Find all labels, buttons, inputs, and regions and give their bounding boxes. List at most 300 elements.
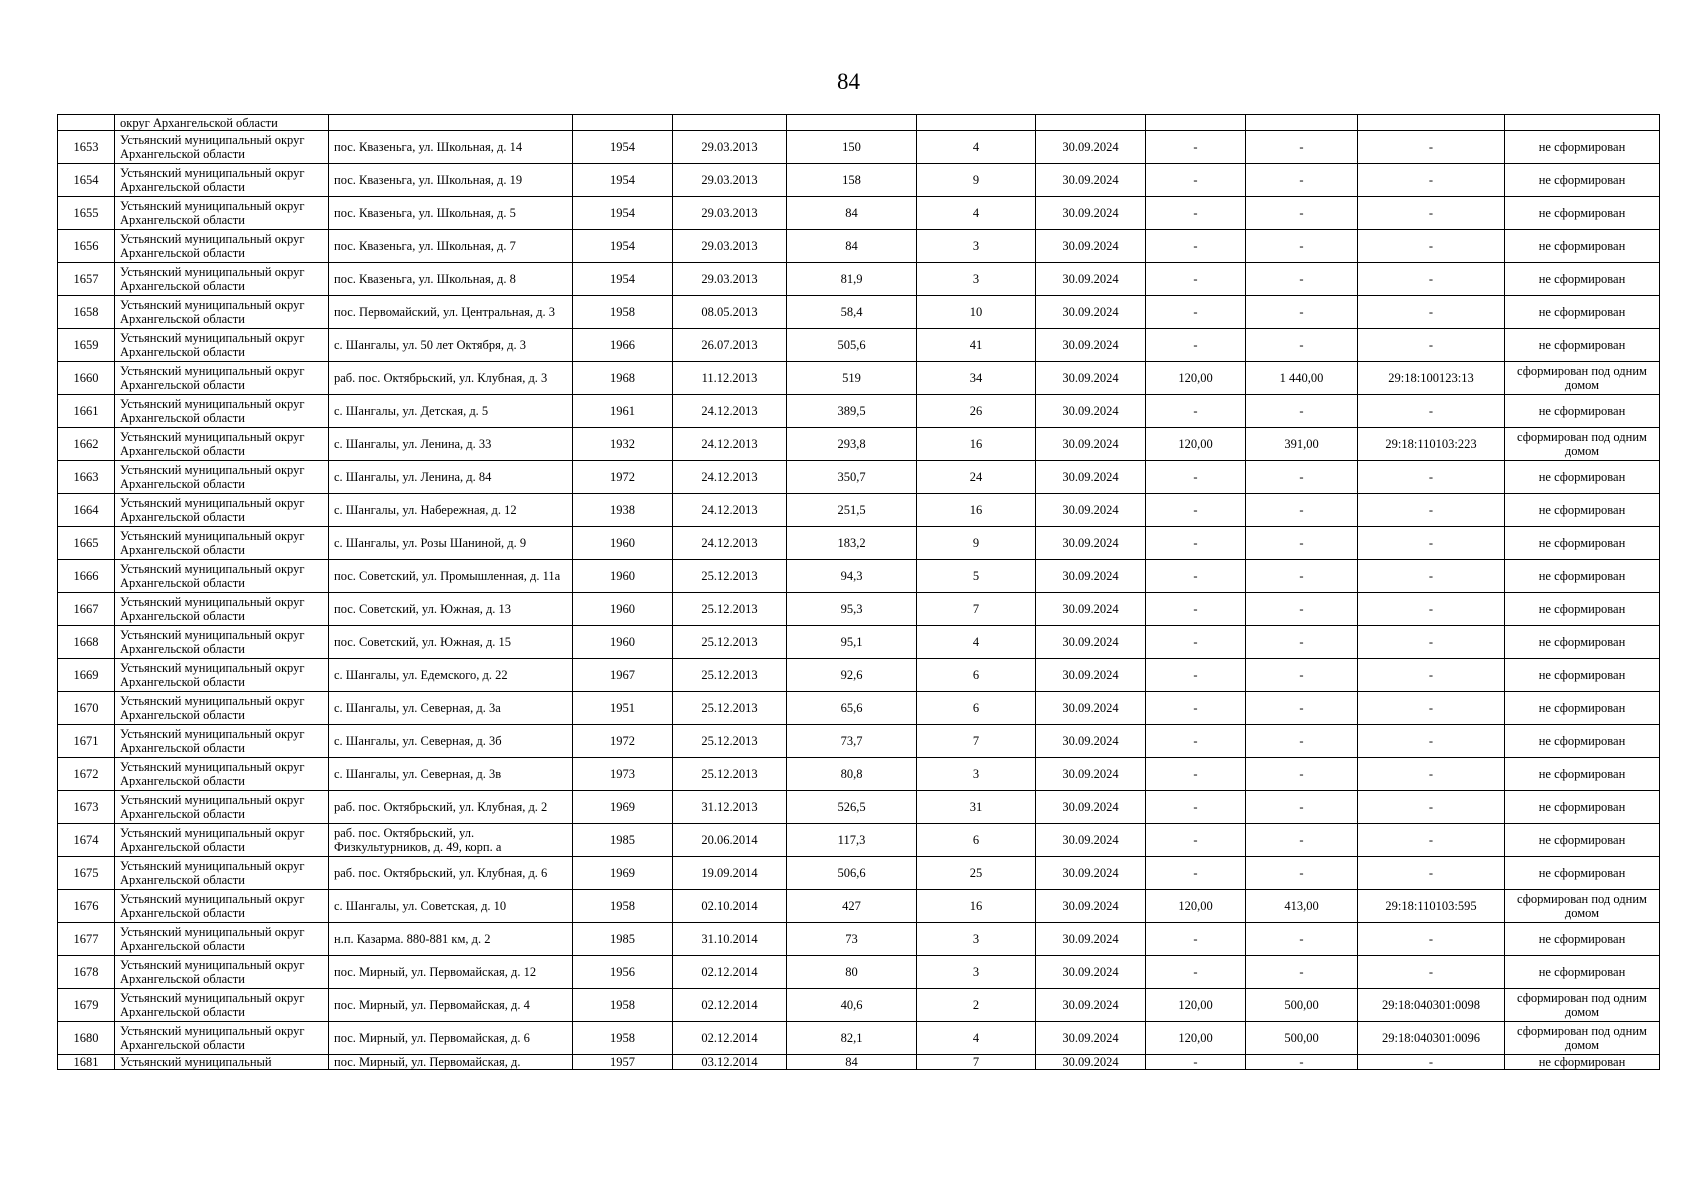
cell-area: 505,6: [787, 329, 917, 362]
cell-land-area: -: [1146, 923, 1246, 956]
cell-municipality: округ Архангельской области: [115, 115, 329, 131]
cell-municipality: Устьянский муниципальный округ Архангельской области: [115, 692, 329, 725]
cell-cadastral: -: [1358, 758, 1505, 791]
cell-status: не сформирован: [1505, 329, 1660, 362]
cell-deadline: 30.09.2024: [1036, 197, 1146, 230]
cell-date: 25.12.2013: [673, 758, 787, 791]
cell-status: [1505, 115, 1660, 131]
cell-area: 158: [787, 164, 917, 197]
cell-area: 84: [787, 197, 917, 230]
cell-date: [673, 115, 787, 131]
cell-municipality: Устьянский муниципальный округ Архангельской области: [115, 494, 329, 527]
cell-land-area: -: [1146, 824, 1246, 857]
cell-address: раб. пос. Октябрьский, ул. Клубная, д. 6: [329, 857, 573, 890]
table-row: [58, 593, 1660, 626]
cell-number: 1666: [58, 560, 115, 593]
cell-land-area: -: [1146, 494, 1246, 527]
cell-year: 1954: [573, 263, 673, 296]
cell-municipality: Устьянский муниципальный: [115, 1055, 329, 1070]
cell-status: не сформирован: [1505, 494, 1660, 527]
cell-year: 1985: [573, 824, 673, 857]
cell-residents: 9: [917, 164, 1036, 197]
cell-deadline: 30.09.2024: [1036, 131, 1146, 164]
cell-address: с. Шангалы, ул. 50 лет Октября, д. 3: [329, 329, 573, 362]
cell-residents: 6: [917, 659, 1036, 692]
cell-deadline: 30.09.2024: [1036, 593, 1146, 626]
cell-date: 11.12.2013: [673, 362, 787, 395]
table-row: [58, 329, 1660, 362]
cell-deadline: 30.09.2024: [1036, 923, 1146, 956]
cell-year: 1957: [573, 1055, 673, 1070]
cell-status: не сформирован: [1505, 131, 1660, 164]
cell-number: 1669: [58, 659, 115, 692]
cell-number: 1678: [58, 956, 115, 989]
cell-date: 02.12.2014: [673, 989, 787, 1022]
cell-land-cost: 500,00: [1246, 989, 1358, 1022]
cell-cadastral: -: [1358, 230, 1505, 263]
cell-number: 1653: [58, 131, 115, 164]
cell-status: не сформирован: [1505, 692, 1660, 725]
cell-residents: 31: [917, 791, 1036, 824]
cell-area: 81,9: [787, 263, 917, 296]
cell-land-cost: -: [1246, 461, 1358, 494]
cell-year: 1961: [573, 395, 673, 428]
cell-number: 1662: [58, 428, 115, 461]
cell-cadastral: -: [1358, 329, 1505, 362]
cell-area: 150: [787, 131, 917, 164]
cell-date: 24.12.2013: [673, 461, 787, 494]
table-body: [58, 115, 1660, 1070]
cell-land-area: -: [1146, 164, 1246, 197]
cell-status: не сформирован: [1505, 296, 1660, 329]
cell-cadastral: -: [1358, 659, 1505, 692]
cell-number: 1672: [58, 758, 115, 791]
cell-cadastral: -: [1358, 824, 1505, 857]
table-row: [58, 131, 1660, 164]
cell-number: 1670: [58, 692, 115, 725]
cell-deadline: 30.09.2024: [1036, 890, 1146, 923]
cell-cadastral: -: [1358, 164, 1505, 197]
cell-number: 1674: [58, 824, 115, 857]
cell-land-cost: -: [1246, 395, 1358, 428]
cell-year: 1958: [573, 890, 673, 923]
cell-status: не сформирован: [1505, 1055, 1660, 1070]
cell-date: 29.03.2013: [673, 164, 787, 197]
cell-number: 1675: [58, 857, 115, 890]
table-row: [58, 956, 1660, 989]
cell-status: не сформирован: [1505, 560, 1660, 593]
table-row: [58, 527, 1660, 560]
cell-status: не сформирован: [1505, 197, 1660, 230]
cell-residents: 3: [917, 263, 1036, 296]
cell-address: пос. Квазеньга, ул. Школьная, д. 14: [329, 131, 573, 164]
cell-address: с. Шангалы, ул. Советская, д. 10: [329, 890, 573, 923]
cell-address: пос. Советский, ул. Промышленная, д. 11а: [329, 560, 573, 593]
cell-area: 251,5: [787, 494, 917, 527]
cell-date: 24.12.2013: [673, 395, 787, 428]
cell-year: 1958: [573, 296, 673, 329]
cell-date: 03.12.2014: [673, 1055, 787, 1070]
cell-area: 95,3: [787, 593, 917, 626]
cell-number: [58, 115, 115, 131]
cell-municipality: Устьянский муниципальный округ Архангельской области: [115, 131, 329, 164]
cell-residents: 34: [917, 362, 1036, 395]
cell-land-cost: -: [1246, 923, 1358, 956]
cell-year: [573, 115, 673, 131]
cell-land-area: -: [1146, 725, 1246, 758]
table-row: [58, 758, 1660, 791]
table-row: [58, 791, 1660, 824]
cell-municipality: Устьянский муниципальный округ Архангельской области: [115, 329, 329, 362]
cell-municipality: Устьянский муниципальный округ Архангельской области: [115, 560, 329, 593]
table-row: [58, 197, 1660, 230]
cell-date: 29.03.2013: [673, 263, 787, 296]
cell-number: 1680: [58, 1022, 115, 1055]
cell-number: 1681: [58, 1055, 115, 1070]
cell-area: 92,6: [787, 659, 917, 692]
cell-cadastral: -: [1358, 1055, 1505, 1070]
cell-land-cost: 391,00: [1246, 428, 1358, 461]
cell-year: 1968: [573, 362, 673, 395]
cell-address: с. Шангалы, ул. Набережная, д. 12: [329, 494, 573, 527]
cell-date: 25.12.2013: [673, 725, 787, 758]
cell-date: 25.12.2013: [673, 593, 787, 626]
cell-land-area: -: [1146, 857, 1246, 890]
cell-residents: 3: [917, 230, 1036, 263]
cell-cadastral: -: [1358, 263, 1505, 296]
table-row: [58, 1022, 1660, 1055]
cell-number: 1660: [58, 362, 115, 395]
cell-deadline: 30.09.2024: [1036, 692, 1146, 725]
cell-address: пос. Советский, ул. Южная, д. 13: [329, 593, 573, 626]
cell-year: 1985: [573, 923, 673, 956]
cell-date: 02.12.2014: [673, 956, 787, 989]
cell-municipality: Устьянский муниципальный округ Архангельской области: [115, 461, 329, 494]
cell-municipality: Устьянский муниципальный округ Архангельской области: [115, 989, 329, 1022]
cell-address: с. Шангалы, ул. Ленина, д. 33: [329, 428, 573, 461]
cell-land-area: 120,00: [1146, 1022, 1246, 1055]
cell-land-cost: -: [1246, 131, 1358, 164]
cell-address: пос. Мирный, ул. Первомайская, д. 6: [329, 1022, 573, 1055]
cell-status: не сформирован: [1505, 164, 1660, 197]
cell-land-area: -: [1146, 956, 1246, 989]
cell-cadastral: -: [1358, 626, 1505, 659]
cell-municipality: Устьянский муниципальный округ Архангельской области: [115, 956, 329, 989]
cell-land-cost: -: [1246, 197, 1358, 230]
cell-status: не сформирован: [1505, 725, 1660, 758]
table-row: [58, 263, 1660, 296]
cell-land-cost: -: [1246, 329, 1358, 362]
cell-date: 25.12.2013: [673, 560, 787, 593]
cell-year: 1956: [573, 956, 673, 989]
cell-land-cost: [1246, 115, 1358, 131]
cell-number: 1655: [58, 197, 115, 230]
cell-municipality: Устьянский муниципальный округ Архангельской области: [115, 197, 329, 230]
cell-number: 1656: [58, 230, 115, 263]
cell-address: с. Шангалы, ул. Розы Шаниной, д. 9: [329, 527, 573, 560]
cell-residents: 41: [917, 329, 1036, 362]
cell-address: раб. пос. Октябрьский, ул. Клубная, д. 2: [329, 791, 573, 824]
cell-area: 84: [787, 1055, 917, 1070]
cell-land-area: [1146, 115, 1246, 131]
cell-area: 350,7: [787, 461, 917, 494]
cell-land-area: -: [1146, 131, 1246, 164]
cell-municipality: Устьянский муниципальный округ Архангельской области: [115, 593, 329, 626]
cell-land-area: -: [1146, 329, 1246, 362]
cell-municipality: Устьянский муниципальный округ Архангельской области: [115, 527, 329, 560]
table-row-cut: [58, 1055, 1660, 1070]
cell-date: 29.03.2013: [673, 131, 787, 164]
cell-date: 29.03.2013: [673, 230, 787, 263]
cell-land-area: 120,00: [1146, 890, 1246, 923]
table-row: [58, 659, 1660, 692]
cell-address: [329, 115, 573, 131]
cell-municipality: Устьянский муниципальный округ Архангельской области: [115, 428, 329, 461]
cell-area: 73,7: [787, 725, 917, 758]
cell-area: 427: [787, 890, 917, 923]
cell-cadastral: -: [1358, 197, 1505, 230]
table-row: [58, 494, 1660, 527]
cell-number: 1673: [58, 791, 115, 824]
cell-date: 24.12.2013: [673, 428, 787, 461]
cell-address: с. Шангалы, ул. Северная, д. 3в: [329, 758, 573, 791]
cell-area: 389,5: [787, 395, 917, 428]
cell-number: 1661: [58, 395, 115, 428]
cell-date: 29.03.2013: [673, 197, 787, 230]
cell-municipality: Устьянский муниципальный округ Архангельской области: [115, 923, 329, 956]
cell-residents: 24: [917, 461, 1036, 494]
cell-land-cost: -: [1246, 857, 1358, 890]
cell-number: 1667: [58, 593, 115, 626]
cell-cadastral: -: [1358, 560, 1505, 593]
cell-area: 80: [787, 956, 917, 989]
cell-cadastral: -: [1358, 296, 1505, 329]
cell-municipality: Устьянский муниципальный округ Архангельской области: [115, 164, 329, 197]
cell-address: с. Шангалы, ул. Едемского, д. 22: [329, 659, 573, 692]
cell-residents: 7: [917, 725, 1036, 758]
cell-residents: 10: [917, 296, 1036, 329]
cell-deadline: 30.09.2024: [1036, 329, 1146, 362]
cell-land-cost: 413,00: [1246, 890, 1358, 923]
cell-land-cost: -: [1246, 263, 1358, 296]
cell-deadline: 30.09.2024: [1036, 395, 1146, 428]
cell-cadastral: -: [1358, 461, 1505, 494]
cell-status: не сформирован: [1505, 395, 1660, 428]
cell-land-cost: -: [1246, 692, 1358, 725]
cell-number: 1663: [58, 461, 115, 494]
cell-land-area: -: [1146, 197, 1246, 230]
cell-municipality: Устьянский муниципальный округ Архангельской области: [115, 230, 329, 263]
cell-cadastral: -: [1358, 593, 1505, 626]
cell-area: 58,4: [787, 296, 917, 329]
cell-year: 1960: [573, 527, 673, 560]
cell-status: не сформирован: [1505, 956, 1660, 989]
cell-residents: 16: [917, 890, 1036, 923]
cell-area: 95,1: [787, 626, 917, 659]
cell-deadline: 30.09.2024: [1036, 824, 1146, 857]
cell-deadline: 30.09.2024: [1036, 956, 1146, 989]
cell-deadline: 30.09.2024: [1036, 428, 1146, 461]
cell-address: н.п. Казарма. 880-881 км, д. 2: [329, 923, 573, 956]
cell-address: раб. пос. Октябрьский, ул. Клубная, д. 3: [329, 362, 573, 395]
cell-date: 24.12.2013: [673, 527, 787, 560]
table-row: [58, 626, 1660, 659]
table-row: [58, 824, 1660, 857]
table-row: [58, 725, 1660, 758]
cell-date: 20.06.2014: [673, 824, 787, 857]
cell-area: 506,6: [787, 857, 917, 890]
cell-land-cost: -: [1246, 956, 1358, 989]
cell-residents: 4: [917, 1022, 1036, 1055]
cell-municipality: Устьянский муниципальный округ Архангельской области: [115, 758, 329, 791]
cell-land-area: -: [1146, 527, 1246, 560]
cell-cadastral: -: [1358, 395, 1505, 428]
cell-land-area: -: [1146, 659, 1246, 692]
cell-status: не сформирован: [1505, 626, 1660, 659]
cell-municipality: Устьянский муниципальный округ Архангельской области: [115, 824, 329, 857]
cell-year: 1954: [573, 230, 673, 263]
cell-municipality: Устьянский муниципальный округ Архангельской области: [115, 395, 329, 428]
cell-deadline: 30.09.2024: [1036, 164, 1146, 197]
cell-year: 1954: [573, 131, 673, 164]
cell-year: 1960: [573, 593, 673, 626]
cell-status: не сформирован: [1505, 527, 1660, 560]
cell-area: 40,6: [787, 989, 917, 1022]
cell-residents: 2: [917, 989, 1036, 1022]
cell-residents: 7: [917, 1055, 1036, 1070]
table-row-continued: [58, 115, 1660, 131]
cell-address: раб. пос. Октябрьский, ул. Физкультурников, д. 49, корп. а: [329, 824, 573, 857]
cell-address: с. Шангалы, ул. Детская, д. 5: [329, 395, 573, 428]
cell-land-cost: -: [1246, 626, 1358, 659]
cell-number: 1658: [58, 296, 115, 329]
cell-date: 31.12.2013: [673, 791, 787, 824]
cell-date: 31.10.2014: [673, 923, 787, 956]
cell-deadline: 30.09.2024: [1036, 263, 1146, 296]
cell-number: 1657: [58, 263, 115, 296]
cell-year: 1972: [573, 725, 673, 758]
cell-land-cost: -: [1246, 527, 1358, 560]
cell-residents: [917, 115, 1036, 131]
cell-date: 25.12.2013: [673, 626, 787, 659]
cell-land-area: -: [1146, 791, 1246, 824]
cell-number: 1671: [58, 725, 115, 758]
page-number: 84: [837, 69, 860, 94]
cell-year: 1969: [573, 857, 673, 890]
cell-residents: 9: [917, 527, 1036, 560]
cell-cadastral: [1358, 115, 1505, 131]
cell-year: 1969: [573, 791, 673, 824]
cell-residents: 5: [917, 560, 1036, 593]
table-row: [58, 428, 1660, 461]
cell-year: 1954: [573, 164, 673, 197]
cell-year: 1958: [573, 989, 673, 1022]
cell-status: не сформирован: [1505, 857, 1660, 890]
cell-land-area: -: [1146, 263, 1246, 296]
cell-year: 1967: [573, 659, 673, 692]
cell-municipality: Устьянский муниципальный округ Архангельской области: [115, 725, 329, 758]
cell-residents: 3: [917, 923, 1036, 956]
cell-municipality: Устьянский муниципальный округ Архангельской области: [115, 659, 329, 692]
cell-number: 1677: [58, 923, 115, 956]
cell-year: 1932: [573, 428, 673, 461]
cell-cadastral: 29:18:110103:223: [1358, 428, 1505, 461]
cell-address: пос. Квазеньга, ул. Школьная, д. 8: [329, 263, 573, 296]
cell-address: пос. Первомайский, ул. Центральная, д. 3: [329, 296, 573, 329]
cell-area: 519: [787, 362, 917, 395]
cell-deadline: 30.09.2024: [1036, 725, 1146, 758]
cell-year: 1966: [573, 329, 673, 362]
cell-deadline: 30.09.2024: [1036, 230, 1146, 263]
cell-deadline: 30.09.2024: [1036, 461, 1146, 494]
cell-area: 293,8: [787, 428, 917, 461]
cell-year: 1951: [573, 692, 673, 725]
cell-deadline: 30.09.2024: [1036, 626, 1146, 659]
cell-deadline: 30.09.2024: [1036, 791, 1146, 824]
cell-residents: 6: [917, 824, 1036, 857]
cell-area: 84: [787, 230, 917, 263]
cell-land-area: -: [1146, 758, 1246, 791]
cell-year: 1958: [573, 1022, 673, 1055]
cell-address: пос. Советский, ул. Южная, д. 15: [329, 626, 573, 659]
cell-number: 1665: [58, 527, 115, 560]
cell-date: 02.12.2014: [673, 1022, 787, 1055]
cell-status: сформирован под одним домом: [1505, 890, 1660, 923]
cell-cadastral: -: [1358, 791, 1505, 824]
cell-municipality: Устьянский муниципальный округ Архангельской области: [115, 890, 329, 923]
cell-land-cost: -: [1246, 494, 1358, 527]
table-row: [58, 560, 1660, 593]
cell-land-area: -: [1146, 296, 1246, 329]
table-row: [58, 395, 1660, 428]
cell-cadastral: -: [1358, 527, 1505, 560]
table-row: [58, 989, 1660, 1022]
cell-area: 183,2: [787, 527, 917, 560]
cell-address: пос. Квазеньга, ул. Школьная, д. 5: [329, 197, 573, 230]
cell-cadastral: -: [1358, 131, 1505, 164]
cell-address: с. Шангалы, ул. Северная, д. 3а: [329, 692, 573, 725]
table-row: [58, 461, 1660, 494]
cell-cadastral: 29:18:110103:595: [1358, 890, 1505, 923]
cell-year: 1938: [573, 494, 673, 527]
cell-area: 80,8: [787, 758, 917, 791]
cell-deadline: 30.09.2024: [1036, 296, 1146, 329]
cell-deadline: 30.09.2024: [1036, 758, 1146, 791]
cell-deadline: [1036, 115, 1146, 131]
cell-status: не сформирован: [1505, 230, 1660, 263]
cell-land-cost: -: [1246, 824, 1358, 857]
cell-deadline: 30.09.2024: [1036, 560, 1146, 593]
cell-cadastral: -: [1358, 857, 1505, 890]
cell-deadline: 30.09.2024: [1036, 857, 1146, 890]
cell-cadastral: 29:18:040301:0098: [1358, 989, 1505, 1022]
cell-land-cost: -: [1246, 791, 1358, 824]
cell-date: 08.05.2013: [673, 296, 787, 329]
cell-status: не сформирован: [1505, 461, 1660, 494]
cell-number: 1659: [58, 329, 115, 362]
cell-area: 526,5: [787, 791, 917, 824]
table-row: [58, 230, 1660, 263]
cell-land-area: -: [1146, 626, 1246, 659]
cell-land-cost: -: [1246, 230, 1358, 263]
cell-land-cost: -: [1246, 593, 1358, 626]
cell-status: не сформирован: [1505, 824, 1660, 857]
cell-number: 1654: [58, 164, 115, 197]
cell-area: 117,3: [787, 824, 917, 857]
cell-address: пос. Мирный, ул. Первомайская, д. 4: [329, 989, 573, 1022]
cell-land-area: 120,00: [1146, 362, 1246, 395]
cell-residents: 25: [917, 857, 1036, 890]
